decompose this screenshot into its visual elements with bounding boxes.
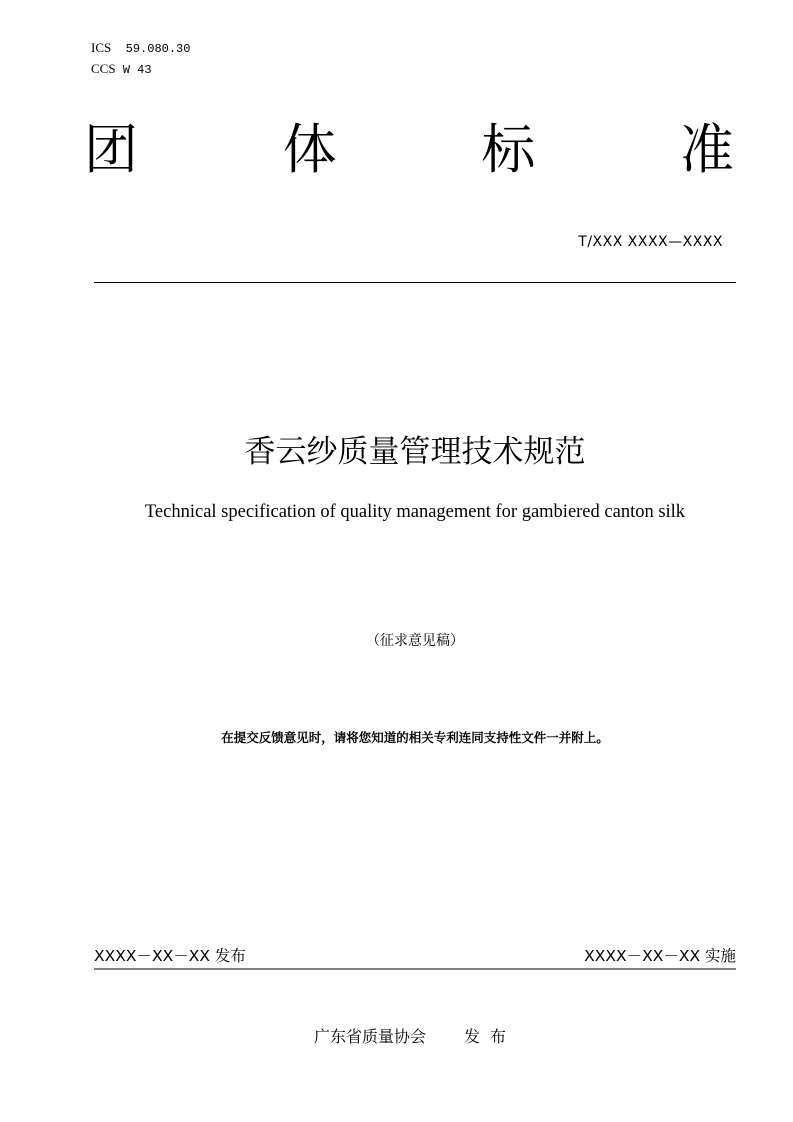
heading-char-4: 准 [679, 118, 734, 181]
chinese-title: 香云纱质量管理技术规范 [244, 434, 586, 470]
ics-label: ICS [91, 40, 112, 55]
ics-line [91, 38, 190, 59]
ics-code: 59.080.30 [125, 42, 191, 56]
ccs-line [91, 59, 190, 80]
issuer-organization: 广东省质量协会 [313, 1027, 426, 1046]
classification-block [91, 38, 190, 80]
implement-date: XXXX－XX－XX 实施 [584, 947, 736, 965]
heading-char-1: 团 [84, 118, 138, 181]
ccs-code: W 43 [122, 63, 152, 77]
issuer-line [0, 1025, 793, 1049]
patent-notice: 在提交反馈意见时，请将您知道的相关专利连同支持性文件一并附上。 [221, 730, 609, 745]
standard-code: T/XXX XXXX—XXXX [578, 234, 723, 250]
draft-status: （征求意见稿） [366, 633, 464, 649]
issuer-action: 发布 [464, 1027, 517, 1046]
standard-category-heading [84, 118, 734, 182]
top-divider [94, 282, 736, 283]
heading-char-3: 标 [481, 118, 536, 181]
publish-date: XXXX－XX－XX 发布 [94, 947, 246, 965]
heading-char-2: 体 [282, 118, 337, 181]
bottom-divider [94, 968, 736, 970]
ccs-label: CCS [91, 61, 116, 76]
english-title: Technical specification of quality management for gambiered canton silk [144, 502, 686, 522]
